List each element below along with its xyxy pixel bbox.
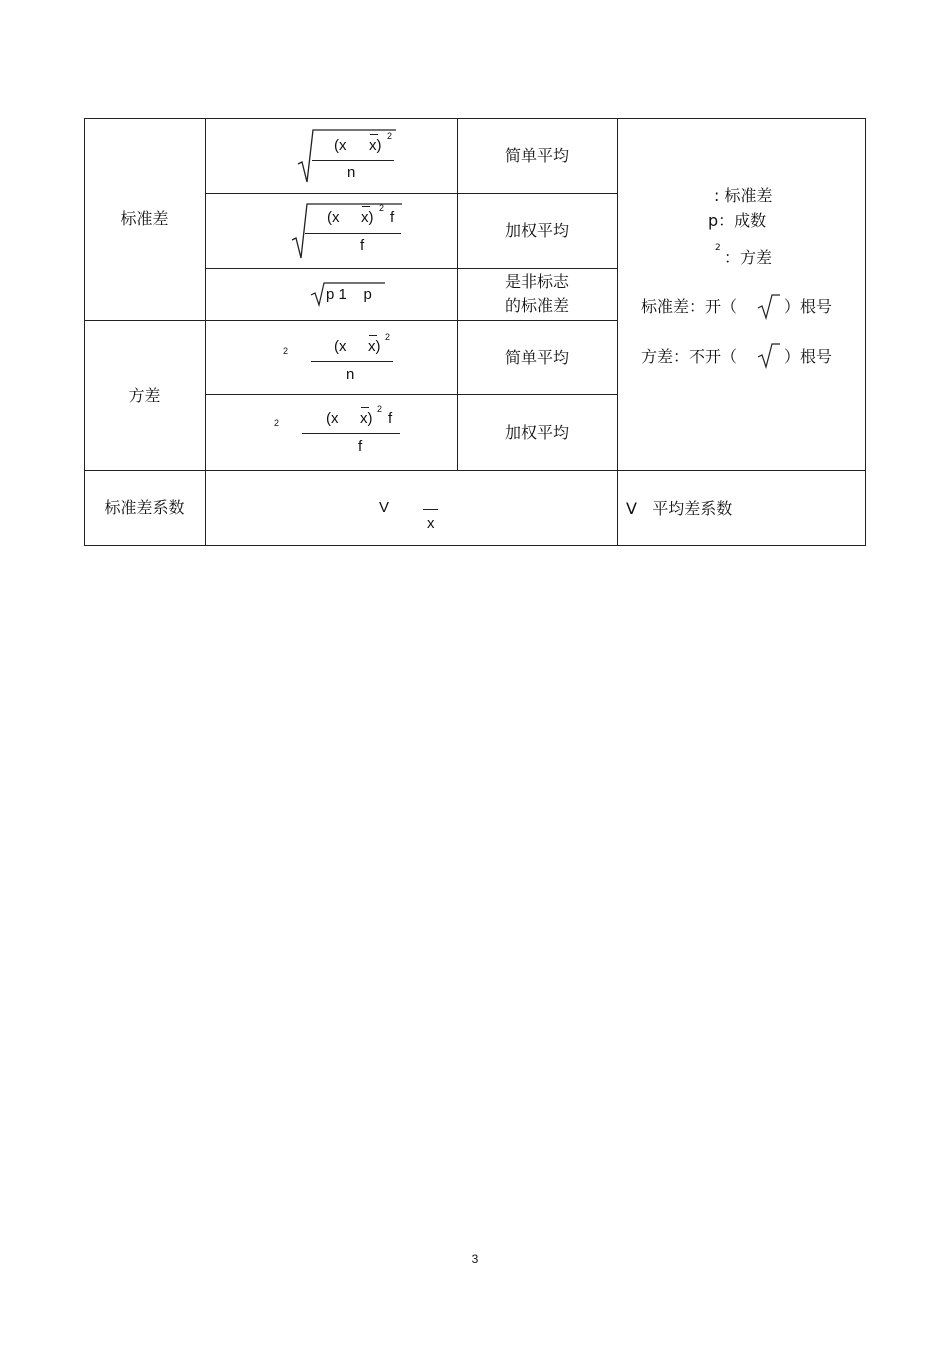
row-divider [205, 193, 617, 194]
table-border-right [865, 118, 866, 546]
col-divider [205, 118, 206, 546]
var-weighted-desc: 加权平均 [504, 423, 569, 442]
binary-std-desc-line2: 的标准差 [504, 296, 569, 315]
note-std-rule-b: ）根号 [784, 297, 833, 316]
note-proportion: p：成数 [708, 211, 767, 230]
table-border-top [84, 118, 865, 119]
cv-note: V 平均差系数 [626, 499, 733, 518]
note-variance: ：方差 [724, 248, 773, 267]
std-simple-desc: 简单平均 [504, 146, 569, 165]
var-simple-desc: 简单平均 [504, 348, 569, 367]
std-weighted-desc: 加权平均 [504, 221, 569, 240]
sqrt-radical [290, 202, 402, 260]
cv-label: 标准差系数 [104, 498, 185, 517]
note-std: : 标准差 [714, 186, 773, 205]
note-std-rule-a: 标准差：开（ [641, 297, 738, 316]
row-divider [205, 394, 617, 395]
page-number: 3 [471, 1252, 479, 1266]
document-page: 标准差 方差 标准差系数 简单平均 加权平均 是非标志 的标准差 简单平均 加权平均 : 标准差 p：成数 2 ：方差 标准差：开（ ）根号 方差：不开（ ）根号 (x x) 2 n (x x) 2 f f p 1 p 2 (x x) 2 n 2 (x x) 2 f f V x V 平均差系数 3 [0, 0, 950, 1345]
note-var-rule-b: ）根号 [784, 347, 833, 366]
binary-std-desc-line1: 是非标志 [504, 272, 569, 291]
row-divider [84, 320, 617, 321]
note-var-rule-a: 方差：不开（ [641, 347, 738, 366]
col-divider [617, 118, 618, 546]
variance-label: 方差 [128, 386, 161, 405]
sqrt-icon [756, 292, 780, 320]
table-border-left [84, 118, 85, 546]
row-divider [205, 268, 617, 269]
note-variance-sup: 2 [715, 243, 721, 253]
row-divider [84, 470, 865, 471]
sqrt-icon [756, 341, 780, 369]
std-label: 标准差 [120, 209, 169, 228]
table-border-bottom [84, 545, 865, 546]
